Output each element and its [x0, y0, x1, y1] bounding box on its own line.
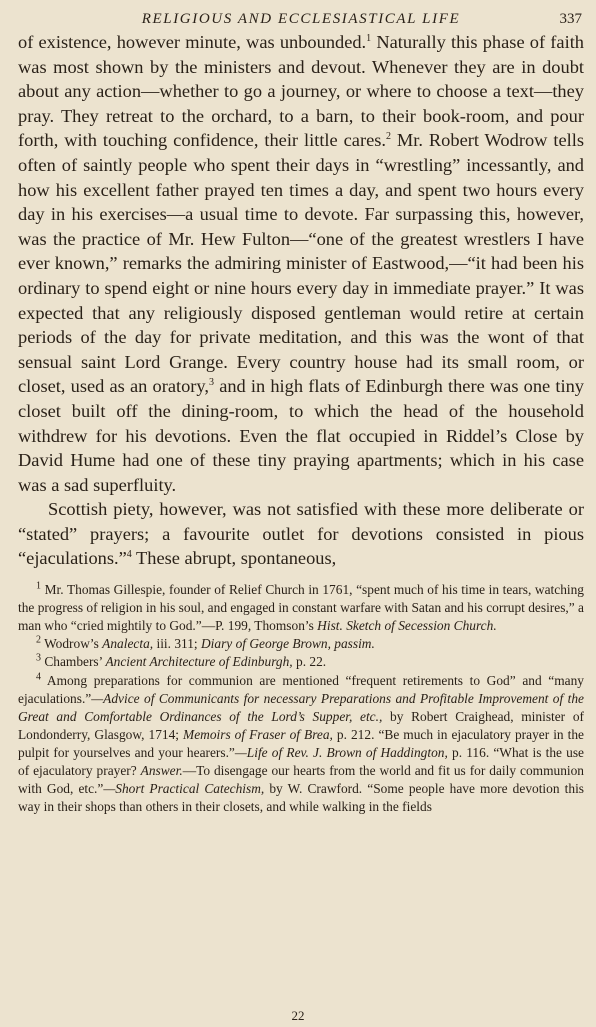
running-title: RELIGIOUS AND ECCLESIASTICAL LIFE	[141, 11, 461, 27]
footnote-ref-2: 2	[386, 131, 391, 143]
footnote-2: $^2$ Wodrow’s Analecta, iii. 311; Diary of George Brown, passim.	[36, 634, 375, 652]
footnote-3: $^3$ Chambers’ Ancient Architecture of Edinburgh, p. 22.	[36, 652, 327, 670]
footnote-ref-3: 3	[209, 377, 215, 389]
footnote-1: $^1$ Mr. Thomas Gillespie, founder of Relief Church in 1761, “spent much of his time in tears, watching the progress of religion in his soul, and engaged in constant warfare with Satan and his corrupt desires,” a man who “cried mightily to God.”—P. 199, Thomson’s Hist. Sketch of Secession Church.	[18, 580, 584, 634]
paragraph-1: of existence, however minute, was unbounded.$^1$ Naturally this phase of faith was most shown by the ministers and devout. Whenever they are in doubt about any action—whether to go a journey, or where to choose a text—they pray. They retreat to the orchard, to a barn, to their book-room, and pour forth, with touching confidence, their little cares.$^2$ Mr. Robert Wodrow tells often of saintly people who spent their days in “wrestling” incessantly, and how his excellent father prayed ten times a day, and spent two hours every day in his exercises—a usual time to devote. Far surpassing this, however, was the practice of Mr. Hew Fulton—“one of the greatest wrestlers I have ever known,” remarks the admiring minister of Eastwood,—“it had been his ordinary to spend eight or nine hours every day in immediate prayer.” It was expected that any religiously disposed gentleman would retire at certain periods of the day for private meditation, and this was the wont of that sensual saint Lord Grange. Every country house had its small room, or closet, used as an oratory,$^3$ and in high flats of Edinburgh there was one tiny closet built off the dining-room, to which the head of the household withdrew for his devotions. Even the flat occupied in Riddel’s Close by David Hume had one of these tiny praying apartments; which in his case was a sad superfluity.	[18, 32, 585, 495]
footnotes	[18, 581, 584, 816]
page-number: 337	[559, 11, 582, 27]
running-head	[18, 8, 584, 30]
body-text	[18, 30, 584, 571]
footnote-ref-1: 1	[366, 32, 372, 44]
footnote-4: $^4$ Among preparations for communion are mentioned “frequent retirements to God” and “many ejaculations.”—Advice of Communicants for necessary Preparations and Profitable Improvement of the Great and Comfortable Ordinances of the Lord’s Supper, etc., by Robert Craighead, minister of Londonderry, Glasgow, 1714; Memoirs of Fraser of Brea, p. 212. “Be much in ejaculatory prayer in the pulpit for yourselves and your hearers.”—Life of Rev. J. Brown of Haddington, p. 116. “What is the use of ejaculatory prayer? Answer.—To disengage our hearts from the world and fit us for daily communion with God, etc.”—Short Practical Catechism, by W. Crawford. “Some people have more devotion this way in their shops than others in their closets, and while walking in the fields	[18, 671, 585, 815]
signature-mark: 22	[291, 1008, 305, 1023]
paragraph-2: Scottish piety, however, was not satisfied with these more deliberate or “stated” prayers; a favourite outlet for devotions consisted in pious “ejaculations.”$^4$ These abrupt, spontaneous,	[18, 499, 584, 569]
footnote-ref-4: 4	[126, 549, 132, 561]
